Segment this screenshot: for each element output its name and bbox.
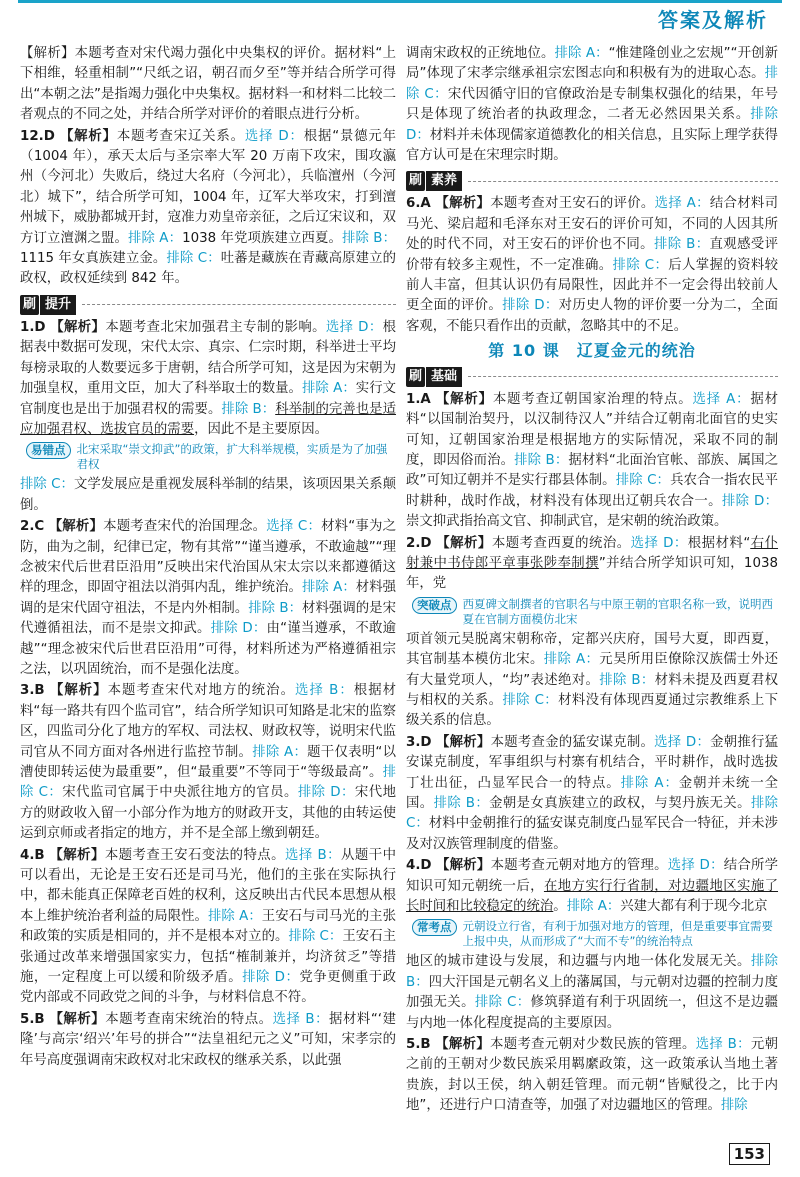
question-4: 4.B 【解析】本题考查王安石变法的特点。选择 B：从题干中可以看出，无论是王安石还是司马光，他们的主张在实际执行中，都未能真正保障老百姓的权利，这反映出古代民本思想从根本上维护统治者利益的局限性。排除 A：王安石与司马光的主张和政策的实质是相同的，并不是根本对立的。排除 C：王安石主张通过改革来增强国家实力，包括“榷制兼并，均济贫乏”等措施，一定程度上可以缓和阶级矛盾。排除 D：党争更侧重于政党内部或不同政党之间的斗争，与材料信息不符。 [20,847,397,1006]
question-3-jichu: 3.D 【解析】本题考查金的猛安谋克制。选择 D：金朝推行猛安谋克制度，军事组织与村寨有机结合，平时耕作，战时选拔丁壮出征，凸显军民合一的特点。排除 A：金朝并未统一全国。排除 B：金朝是女真族建立的政权，与契丹族无关。排除 C：材料中金朝推行的猛安谋克制度凸显军民合一特征，并未涉及对汉族管理制度的借鉴。 [406,734,779,852]
question-3: 3.B 【解析】本题考查宋代对地方的统治。选择 B：根据材料“每一路共有四个监司官”，结合所学知识可知路是北宋的监察区，四监司分化了地方的军权、司法权、财政权等，说明宋代监司官从不同方面对各州进行监控节制。排除 A：题干仅表明“以漕使即转运使为最重要”，但“最重要”不等同于“等级最高”。排除 C：宋代监司官属于中央派往地方的官员。排除 D：宋代地方的财政收入留一小部分作为地方的财政开支，其他的由转运使运到京师或者指定的地方，并不是全部上缴到朝廷。 [20,683,397,842]
question-1-jichu: 1.A 【解析】本题考查辽朝国家治理的特点。选择 A：据材料“以国制治契丹，以汉制待汉人”并结合辽朝南北面官的史实可知，辽朝国家治理是根据地方的实际情况，采取不同的制度，即因俗而治。排除 B：据材料“北面治官帐、部族、属国之政”可知辽朝并不是实行郡县体制。排除 C：兵农合一指农民平时耕种，战时作战，材料没有体现出辽朝兵农合一。排除 D：崇文抑武指抬高文官、抑制武官，是宋朝的统治政策。 [406,391,779,530]
question-5: 5.B 【解析】本题考查南宋统治的特点。选择 B：据材料“‘建隆’与高宗‘绍兴’年号的拼合”“法皇祖纪元之义”可知，宋孝宗的年号高度强调南宋政权对北宋政权的继承关系，以此强 [20,1011,397,1068]
section-badge: 刷 [406,171,425,191]
note-error-point: 易错点 北宋采取“崇文抑武”的政策，扩大科举规模，实质是为了加强君权 [26,442,396,472]
note-breakthrough-point: 突破点 西夏碑文制撰者的官职名与中原王朝的官职名称一致，说明西夏在官制方面模仿北宋 [412,597,778,627]
note-common-point: 常考点 元朝设立行省，有利于加强对地方的管理，但是重要事宜需要上报中央，从而形成了“大而不专”的统治特点 [412,919,778,949]
section-badge: 刷 [20,295,39,315]
page-number: 153 [729,1143,770,1165]
section-tisheng [20,294,396,316]
question-12: 12.D 【解析】本题考查宋辽关系。选择 D：根据“景德元年（1004 年），承天太后与圣宗率大军 20 万南下攻宋，围攻瀛州（今河北）失败后，绕过大名府（今河北），兵临澶州（今河北）城下”，结合所学可知，1004 年，辽军大举攻宋，打到澶州城下，威胁都城开封，寇准力劝皇帝亲征，之后辽宋议和，双方订立澶渊之盟。排除 A：1038 年党项族建立西夏。排除 B：1115 年女真族建立金。排除 C：吐蕃是藏族在青藏高原建立的政权，政权延续到 842 年。 [20,128,397,287]
section-suyang [406,170,778,192]
section-rule [82,304,396,305]
section-jichu [406,366,778,388]
section-label: 提升 [40,295,76,315]
lesson-title: 第 10 课 辽夏金元的统治 [488,341,696,361]
section-label: 素养 [426,171,462,191]
header-title: 答案及解析 [658,8,768,32]
section-rule [468,181,778,182]
question-5-jichu: 5.B 【解析】本题考查元朝对少数民族的管理。选择 B：元朝之前的王朝对少数民族采用羁縻政策，这一政策承认当地土著贵族，封以王侯，纳入朝廷管理。而元朝“皆赋役之，比于内地”，还进行户口清查等，加强了对边疆地区的管理。排除 [406,1037,779,1114]
breakthrough-point-icon: 突破点 [412,597,457,614]
section-rule [468,376,778,377]
common-point-icon: 常考点 [412,919,457,936]
right-column [406,44,778,1117]
question-1-tail: 排除 C：文学发展应是重视发展科举制的结果，该项因果关系颠倒。 [20,477,397,513]
question-4-jichu-tail: 地区的城市建设与发展，和边疆与内地一体化发展无关。排除 B：四大汗国是元朝名义上的藩属国，与元朝对边疆的控制力度加强无关。排除 C：修筑驿道有利于巩固统一，但这不是边疆与内地一体化程度提高的主要原因。 [406,954,779,1031]
left-column [20,44,396,1071]
question-2: 2.C 【解析】本题考查宋代的治国理念。选择 C：材料“事为之防，曲为之制，纪律已定，物有其常”“谨当遵承，不敢逾越”“理念被宋代后世君臣沿用”反映出宋代治国从宋太宗以来都遵循这样的理念，即固守祖法以消弭内乱，维护统治。排除 A：材料强调的是宋代固守祖法，不是内外相制。排除 B：材料强调的是宋代遵循祖法，而不是崇文抑武。排除 D：由“谨当遵承，不敢逾越”“理念被宋代后世君臣沿用”可得，材料所述为严格遵循祖宗之法，以巩固统治，而不是强化法度。 [20,519,397,677]
top-rule [18,0,782,3]
error-point-icon: 易错点 [26,442,71,459]
section-label: 基础 [426,367,462,387]
question-6: 6.A 【解析】本题考查对王安石的评价。选择 A：结合材料司马光、梁启超和毛泽东对王安石的评价可知，不同的人因其所处的时代不同，对王安石的评价也不同。排除 B：直观感受评价带有较多主观性，不一定准确。排除 C：后人掌握的资料较前人丰富，但其认识仍有局限性，因此并不一定会得出较前人更全面的评价。排除 D：对历史人物的评价要一分为二，全面客观，不能只看作出的贡献，忽略其中的不足。 [406,196,779,334]
question-2-jichu-tail: 项首领元昊脱离宋朝称帝，定都兴庆府，国号大夏，即西夏，其官制基本模仿北宋。排除 A：元昊所用臣僚除汉族儒士外还有大量党项人，“均”表述绝对。排除 B：材料未提及西夏君权与相权的关系。排除 C：材料没有体现西夏通过宗教维系上下级关系的信息。 [406,631,779,729]
question-1-tisheng: 1.D 【解析】本题考查北宋加强君主专制的影响。选择 D：根据表中数据可发现，宋代太宗、真宗、仁宗时期，科举进士平均每榜录取的人数要远多于唐朝，结合所学可知，这是因为宋朝为加强皇权，重用文臣，加大了科举取士的数量。排除 A：实行文官制度也是出于加强君权的需要。排除 B：科举制的完善也是适应加强君权、选拔官员的需要，因此不是主要原因。 [20,319,397,437]
question-5-continued: 调南宋政权的正统地位。排除 A：“惟建隆创业之宏规”“开创新局”体现了宋孝宗继承祖宗宏图志向和积极有为的进取心态。排除 C：宋代因循守旧的官僚政治是专制集权强化的结果，年号只是体现了统治者的执政理念，二者无必然因果关系。排除 D：材料并未体现儒家道德教化的相关信息，且实际上理学获得官方认可是在宋理宗时期。 [406,46,779,164]
question-2-jichu: 2.D 【解析】本题考查西夏的统治。选择 D：根据材料“右仆射兼中书侍郎平章事张陟奉制撰”并结合所学知识可知，1038 年，党 [406,535,779,592]
intro-analysis: 【解析】本题考查对宋代竭力强化中央集权的评价。据材料“上下相维，轻重相制”“尺纸之诏，朝召而夕至”等并结合所学可得出“本朝之法”是指竭力强化中央集权。据材料一和材料二比较二者观点的不同之处，并结合所学对评价的着眼点进行分析。 [20,46,396,123]
section-badge: 刷 [406,367,425,387]
question-4-jichu: 4.D 【解析】本题考查元朝对地方的管理。选择 D：结合所学知识可知元朝统一后，在地方实行行省制，对边疆地区实施了长时间和比较稳定的统治。排除 A：兴建大都有利于现今北京 [406,858,779,915]
